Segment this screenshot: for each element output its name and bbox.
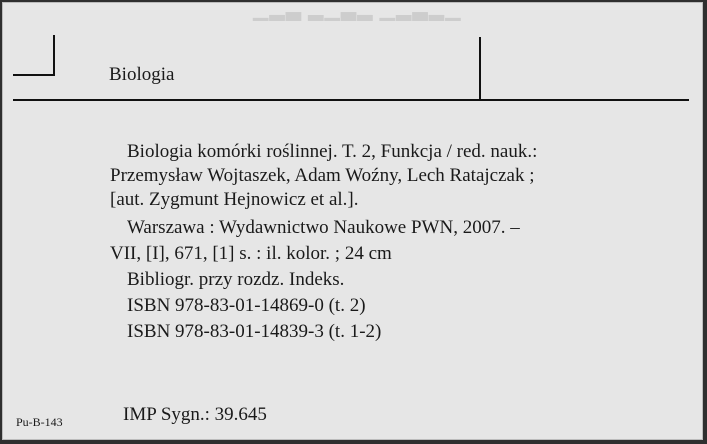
publisher-line: Warszawa : Wydawnictwo Naukowe PWN, 2007. –	[127, 217, 520, 238]
isbn-line-1: ISBN 978-83-01-14869-0 (t. 2)	[127, 295, 366, 316]
card-id: Pu-B-143	[16, 415, 63, 429]
bleed-through-text: ▁▂▃ ▂▁▃▂ ▁▂▃▂▁	[253, 2, 462, 21]
shelfmark: IMP Sygn.: 39.645	[123, 404, 267, 425]
catalog-card	[2, 2, 703, 440]
title-line: Biologia komórki roślinnej. T. 2, Funkcja / red. nauk.:	[127, 141, 538, 162]
contributors-line: [aut. Zygmunt Hejnowicz et al.].	[110, 189, 359, 210]
subject-heading: Biologia	[109, 64, 175, 85]
authors-line: Przemysław Wojtaszek, Adam Woźny, Lech Ratajczak ;	[110, 165, 535, 186]
isbn-line-2: ISBN 978-83-01-14839-3 (t. 1-2)	[127, 321, 382, 342]
notes-line: Bibliogr. przy rozdz. Indeks.	[127, 269, 345, 290]
physical-description-line: VII, [I], 671, [1] s. : il. kolor. ; 24 cm	[110, 243, 392, 264]
corner-mark-horizontal	[13, 74, 55, 76]
corner-mark-vertical	[53, 35, 55, 75]
header-separator	[479, 37, 481, 99]
header-rule	[13, 99, 689, 101]
